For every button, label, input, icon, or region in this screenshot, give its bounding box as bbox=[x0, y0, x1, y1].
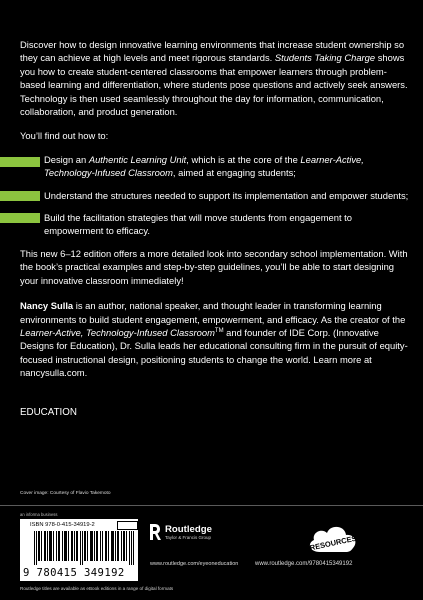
bullet-bar bbox=[0, 157, 40, 167]
eresources-badge-icon bbox=[303, 515, 361, 559]
subject-category: EDUCATION bbox=[20, 406, 77, 418]
lead-line: You’ll find out how to: bbox=[20, 130, 109, 142]
bullet-text: , aimed at engaging students; bbox=[172, 167, 296, 179]
bio-text: and founder of IDE Corp. (Innovative Designs for Education), Dr. Sulla leads her educational consulting firm in the pursuit of equity-focused instructional design, positioning students to change the world. Learn more at nancysulla.com. bbox=[20, 326, 408, 379]
edition-paragraph: This new 6–12 edition offers a more detailed look into secondary school implementation. With the book’s practical examples and step-by-step guidelines, you’ll be able to start designing your innovative classroom immediately! bbox=[20, 247, 408, 286]
intro-description: shows you how to create student-centered classrooms that empower learners through problem-based learning and differentiation, where students pose questions and actively seek answers. Technology is then used seamlessly throughout the day for information, communication, collaboration, and product generation. bbox=[20, 52, 408, 118]
informa-label: an informa business bbox=[20, 512, 58, 517]
barcode-digits: 9 780415 349192 bbox=[23, 567, 125, 579]
intro-paragraph bbox=[20, 38, 410, 118]
bullet-emphasis: Learner-Active, Technology-Infused Classroom bbox=[44, 153, 364, 179]
bullet-item bbox=[20, 153, 410, 180]
book-title: Students Taking Charge bbox=[274, 52, 376, 64]
bullet-text: Design an bbox=[44, 153, 89, 165]
routledge-emblem-icon bbox=[148, 523, 162, 541]
eresources-url[interactable]: www.routledge.com/9780415349192 bbox=[255, 561, 353, 567]
author-bio bbox=[20, 299, 410, 379]
bullet-list bbox=[20, 153, 410, 238]
bullet-text: Understand the structures needed to support its implementation and empower students; bbox=[44, 189, 409, 201]
price-box bbox=[117, 521, 138, 530]
bullet-emphasis: Authentic Learning Unit bbox=[88, 153, 187, 165]
bullet-text: Build the facilitation strategies that will move students from engagement to empowerment to efficacy. bbox=[44, 212, 352, 237]
intro-sentence: Discover how to design innovative learning environments that increase student ownership so they can achieve at high levels and meet rigorous standards. bbox=[20, 39, 405, 64]
bio-text: is an author, national speaker, and thought leader in transforming learning environments to build student engagement, empowerment, and efficacy. As the creator of the bbox=[20, 300, 406, 325]
publisher-logo bbox=[148, 523, 228, 553]
bullet-item bbox=[20, 211, 410, 238]
cover-credit: Cover image: Courtesy of Flavio Takemoto bbox=[20, 491, 111, 496]
bio-emphasis: Learner-Active, Technology-Infused Classroom bbox=[20, 326, 215, 338]
bullet-bar bbox=[0, 191, 40, 201]
barcode-panel bbox=[20, 519, 138, 581]
bullet-bar bbox=[0, 213, 40, 223]
bullet-item bbox=[20, 189, 410, 202]
trademark-mark: TM bbox=[214, 327, 224, 334]
publisher-name: Routledge bbox=[165, 524, 212, 535]
publisher-url[interactable]: www.routledge.com/eyeoneducation bbox=[150, 561, 239, 567]
eresources-label: eRESOURCES bbox=[304, 533, 358, 554]
isbn-label: ISBN 978-0-415-34919-2 bbox=[30, 522, 95, 528]
divider bbox=[0, 505, 423, 506]
barcode-icon bbox=[34, 531, 134, 565]
ebook-footnote: Routledge titles are available as eBook editions in a range of digital formats bbox=[20, 586, 174, 591]
author-name: Nancy Sulla bbox=[20, 300, 74, 312]
publisher-group: Taylor & Francis Group bbox=[165, 535, 212, 540]
back-cover-text bbox=[20, 38, 410, 419]
bullet-text: , which is at the core of the bbox=[186, 153, 301, 165]
